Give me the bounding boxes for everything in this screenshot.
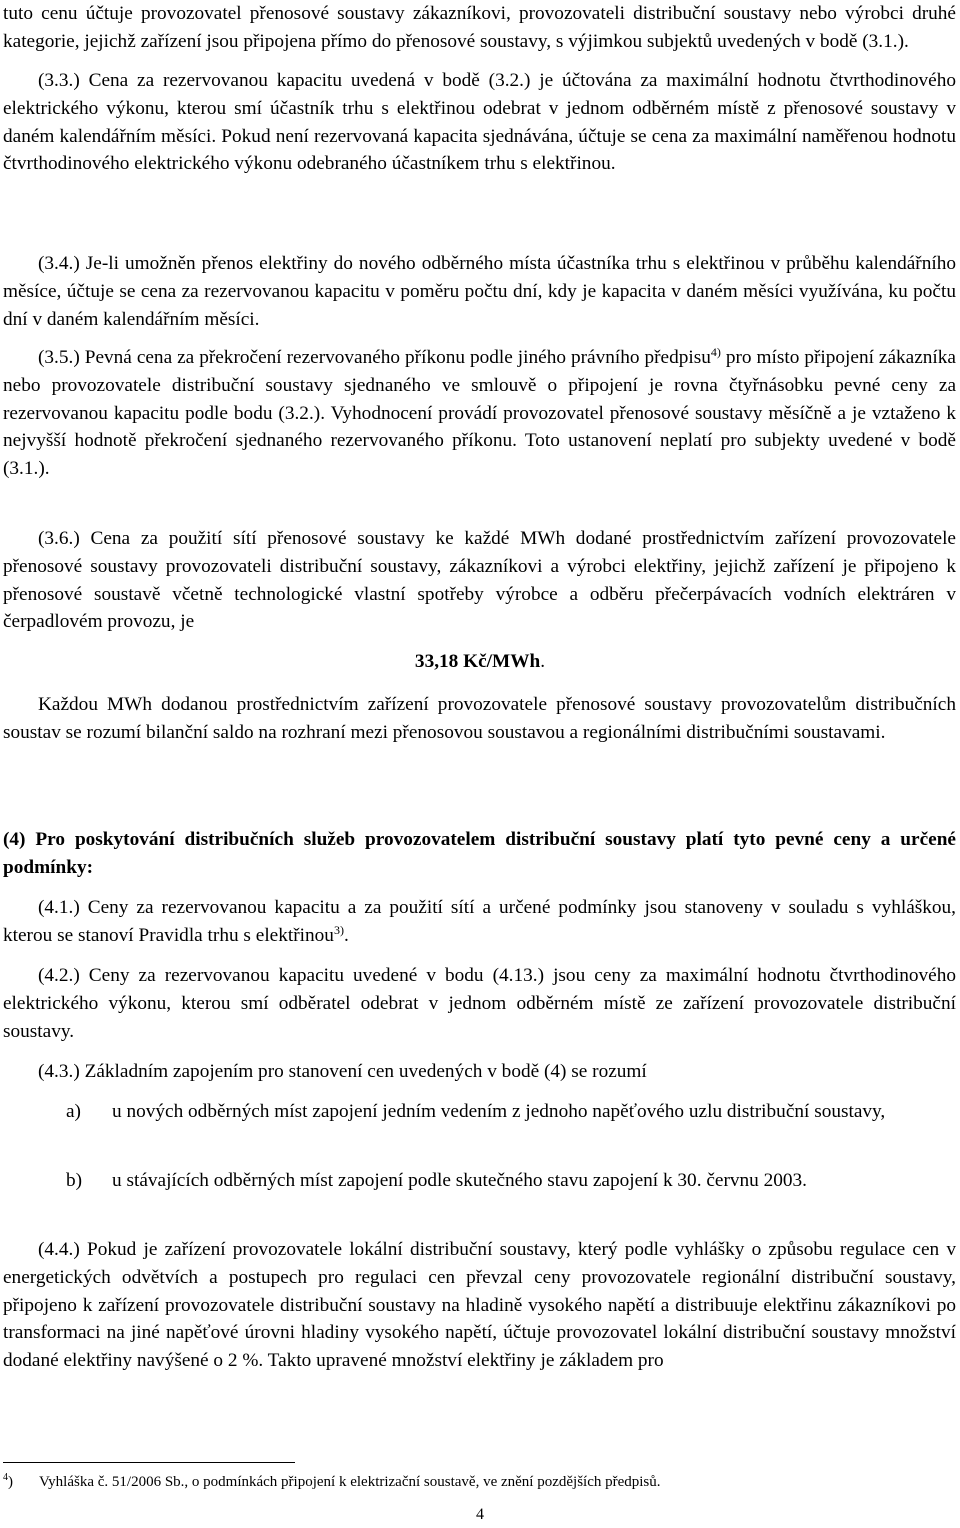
footnote-number: 4 (3, 1472, 8, 1483)
list-item-b-text: u stávajících odběrných míst zapojení podle skutečného stavu zapojení k 30. červnu 2003. (112, 1170, 808, 1191)
footnote-divider (3, 1462, 295, 1463)
paragraph-4-3: (4.3.) Základním zapojením pro stanovení cen uvedených v bodě (4) se rozumí (38, 1061, 647, 1082)
paragraph-4-4: (4.4.) Pokud je zařízení provozovatele lokální distribuční soustavy, který podle vyhlášky o způsobu regulace cen v energetických odvětvích a postupech pro regulaci cen převzal ceny provozovatele regionální distribuční soustavy, připojeno k zařízení provozovatele distribuční soustavy na hladině vysokého napětí a distribuuje elektřinu zákazníkovi po transformaci na jiné napěťové úrovni hladiny vysokého napětí, účtuje provozovatel lokální distribuční soustavy množství dodané elektřiny navýšené o 2 %. Takto upravené množství elektřiny je základem pro (3, 1239, 956, 1372)
price-period: . (540, 651, 546, 672)
paragraph-3-3: (3.3.) Cena za rezervovanou kapacitu uvedená v bodě (3.2.) je účtována za maximální hodnotu čtvrthodinového elektrického výkonu, kterou smí účastník trhu s elektřinou odebrat v jednom odběrném místě z přenosové soustavy v daném kalendářním měsíci. Pokud není rezervovaná kapacita sjednávána, účtuje se cena za maximální naměřenou hodnotu čtvrthodinového elektrického výkonu odebraného účastníkem trhu s elektřinou. (3, 70, 956, 175)
footnote-text: Vyhláška č. 51/2006 Sb., o podmínkách připojení k elektrizační soustavě, ve znění pozdějších předpisů. (39, 1474, 661, 1490)
paragraph-4-2: (4.2.) Ceny za rezervovanou kapacitu uvedené v bodu (4.13.) jsou ceny za maximální hodnotu čtvrthodinového elektrického výkonu, kterou smí odběratel odebrat v jednom odběrném místě ze zařízení provozovatele distribuční soustavy. (3, 965, 956, 1042)
footnote-paren: ) (8, 1474, 13, 1490)
paragraph-3-5-text-a: (3.5.) Pevná cena za překročení rezervovaného příkonu podle jiného právního předpisu (38, 347, 711, 368)
page-number: 4 (476, 1506, 484, 1523)
paragraph-intro: tuto cenu účtuje provozovatel přenosové soustavy zákazníkovi, provozovateli distribuční soustavy nebo výrobci druhé kategorie, jejichž zařízení jsou připojena přímo do přenosové soustavy, s výjimkou subjektů uvedených v bodě (3.1.). (3, 3, 956, 52)
list-item-a-text: u nových odběrných míst zapojení jedním vedením z jednoho napěťového uzlu distribuční soustavy, (112, 1101, 886, 1122)
paragraph-3-5-text-b: pro místo připojení zákazníka nebo provozovatele distribuční soustavy sjednaného ve smlouvě o připojení je rovna čtyřnásobku pevné ceny za rezervovanou kapacitu podle bodu (3.2.). Vyhodnocení provádí provozovatel přenosové soustavy měsíčně a je vztaženo k nejvyšší hodnotě překročení sjednaného rezervovaného příkonu. Toto ustanovení neplatí pro subjekty uvedené v bodě (3.1.). (3, 347, 956, 480)
list-item-a-label: a) (66, 1101, 81, 1122)
footnote (3, 1472, 661, 1492)
paragraph-3-5 (3, 344, 956, 483)
footnote-ref-4: 4) (710, 345, 721, 359)
price-line (0, 651, 960, 673)
paragraph-4-1-period: . (343, 924, 349, 946)
section-heading-4: (4) Pro poskytování distribučních služeb provozovatelem distribuční soustavy platí tyto pevné ceny a určené podmínky: (3, 829, 956, 878)
footnote-ref-3: 3) (333, 922, 344, 937)
paragraph-4-1-text: (4.1.) Ceny za rezervovanou kapacitu a za použití sítí a určené podmínky jsou stanoveny v souladu s vyhláškou, kterou se stanoví Pravidla trhu s elektřinou (3, 897, 956, 946)
paragraph-4-1 (3, 894, 956, 950)
price-value: 33,18 Kč/MWh (414, 651, 541, 672)
paragraph-3-6: (3.6.) Cena za použití sítí přenosové soustavy ke každé MWh dodané prostřednictvím zařízení provozovatele přenosové soustavy provozovateli distribuční soustavy, zákazníkovi a výrobci elektřiny, jejichž zařízení je připojeno k přenosové soustavě včetně technologické vlastní spotřeby výrobce a odběru přečerpávacích vodních elektráren v čerpadlovém provozu, je (3, 528, 956, 633)
footnote-marker (3, 1472, 39, 1492)
paragraph-3-4: (3.4.) Je-li umožněn přenos elektřiny do nového odběrného místa účastníka trhu s elektřinou v průběhu kalendářního měsíce, účtuje se cena za rezervovanou kapacitu v poměru počtu dní, kdy je kapacita v daném měsíci využívána, ku počtu dní v daném kalendářním měsíci. (3, 253, 956, 330)
list-item-b-label: b) (66, 1170, 83, 1191)
paragraph-kazdou: Každou MWh dodanou prostřednictvím zařízení provozovatele přenosové soustavy provozovatelům distribučních soustav se rozumí bilanční saldo na rozhraní mezi přenosovou soustavou a regionálními distribučními soustavami. (3, 694, 956, 743)
